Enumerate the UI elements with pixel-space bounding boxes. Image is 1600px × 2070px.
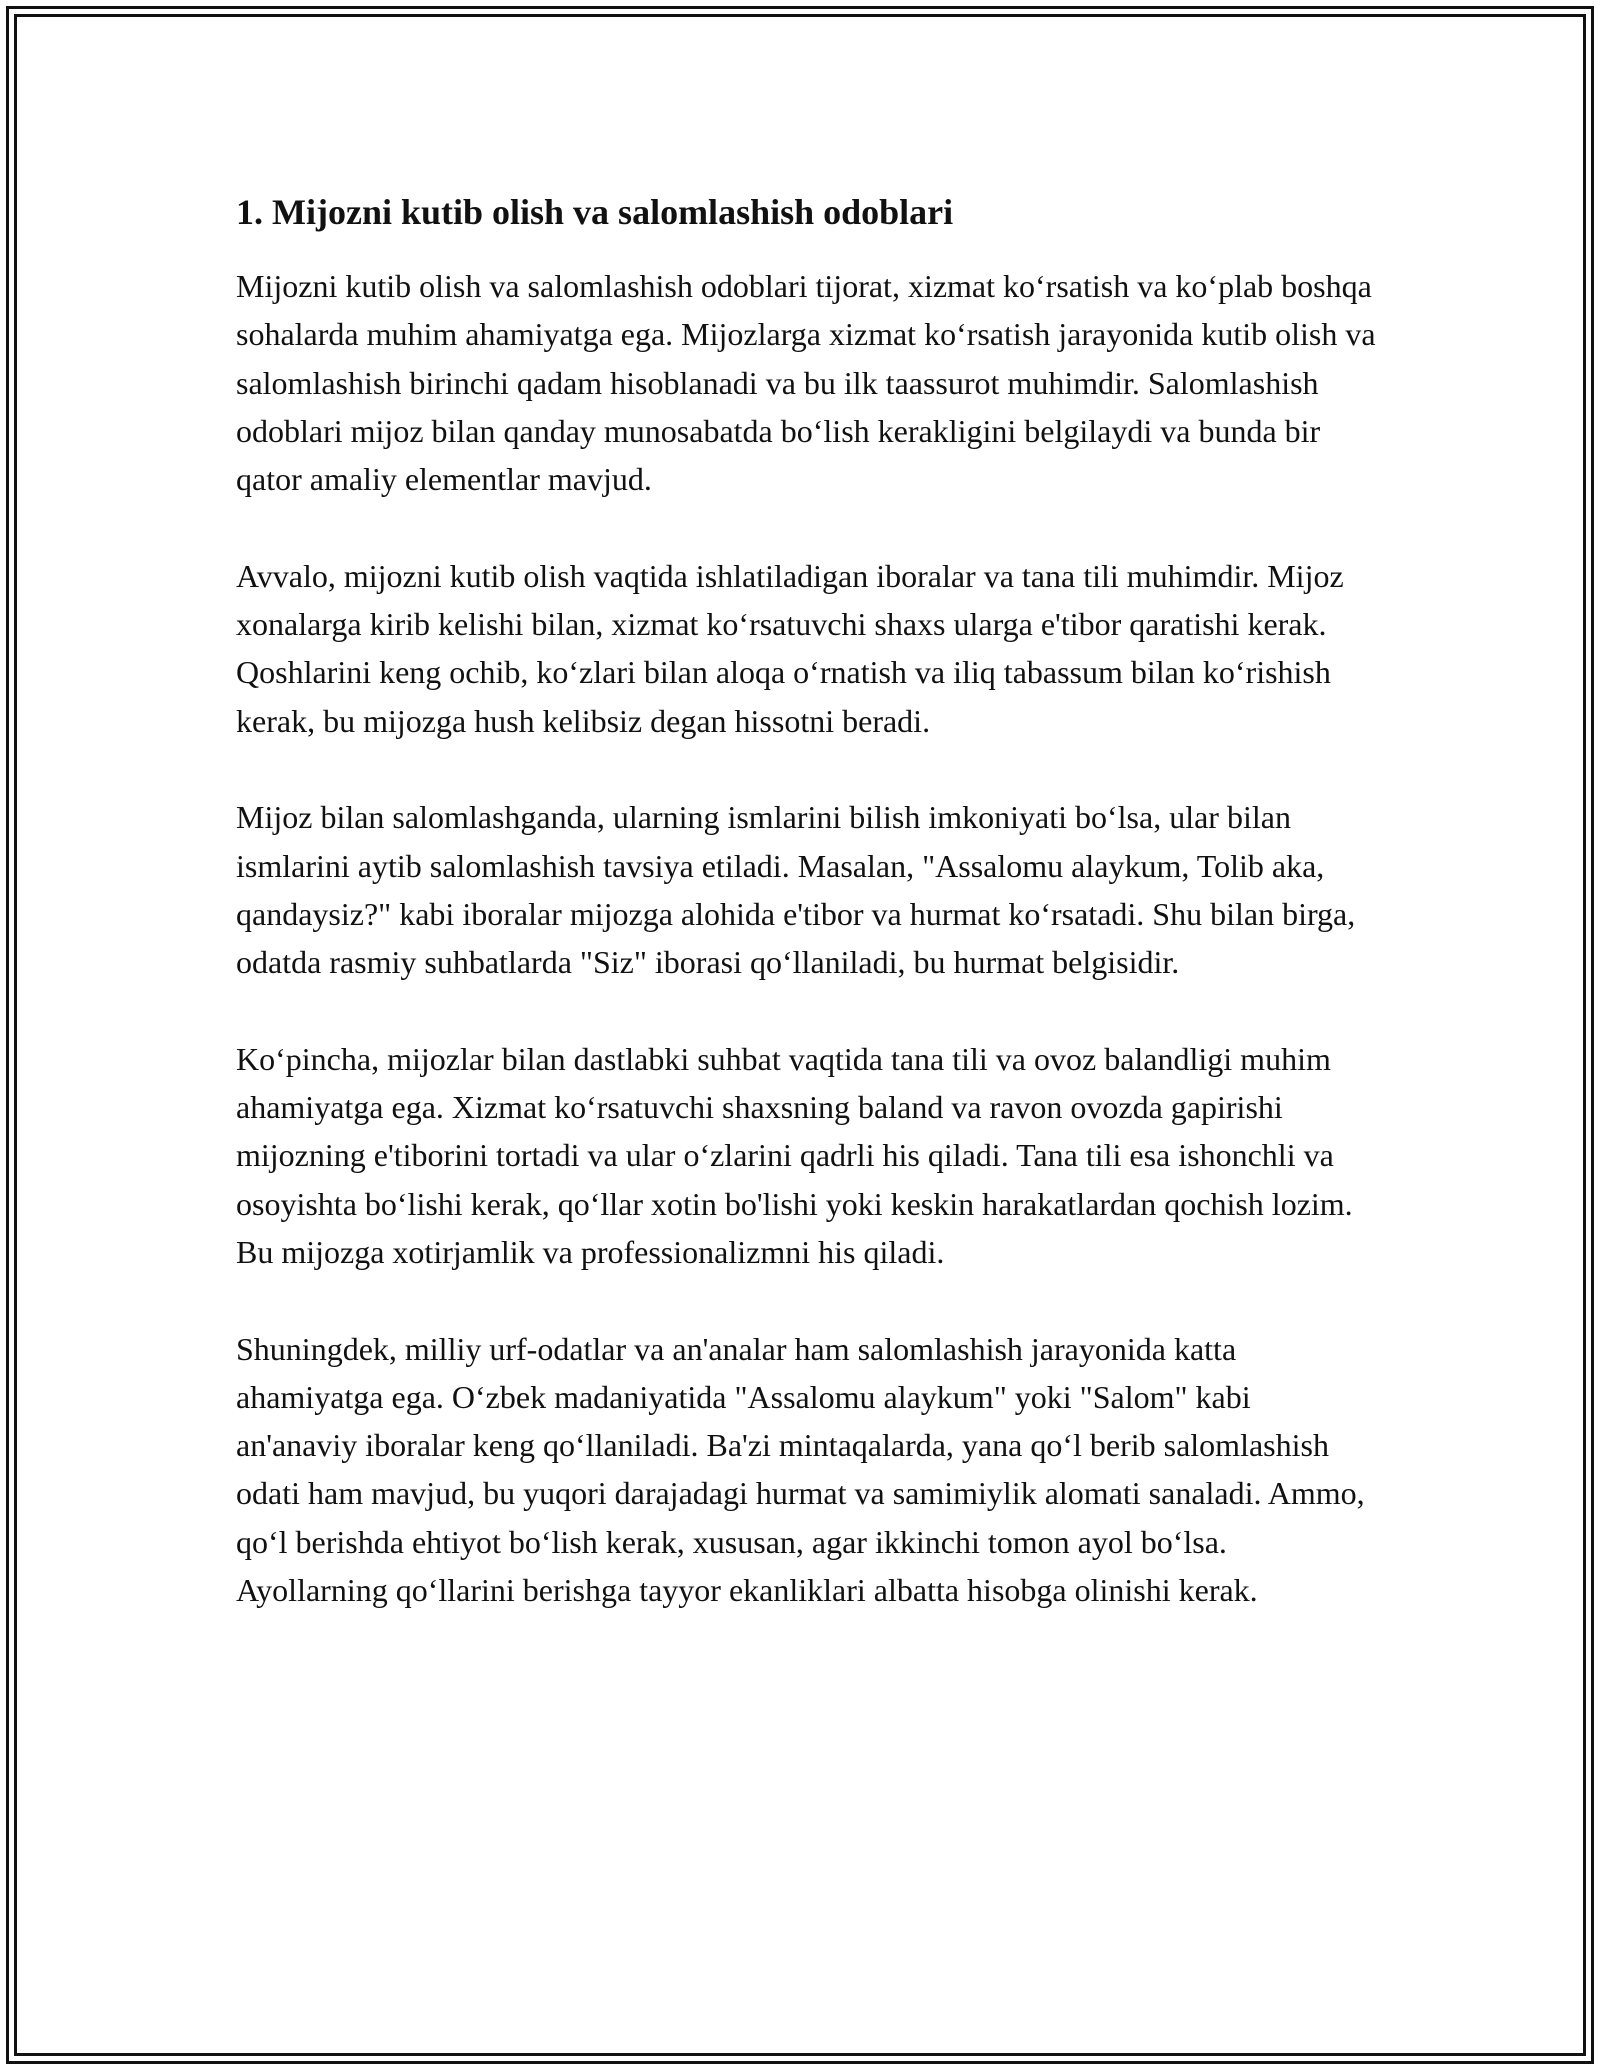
paragraph: Ko‘pincha, mijozlar bilan dastlabki suhbat vaqtida tana tili va ovoz balandligi muhim ahamiyatga ega. Xizmat ko‘rsatuvchi shaxsning baland va ravon ovozda gapirishi mijozning e'tiborini tortadi va ular o‘zlarini qadrli his qiladi. Tana tili esa ishonchli va osoyishta bo‘lishi kerak, qo‘llar xotin bo'lishi yoki keskin harakatlardan qochish lozim. Bu mijozga xotirjamlik va professionalizmni his qiladi.: [236, 1040, 1353, 1270]
paragraph: Mijoz bilan salomlashganda, ularning ismlarini bilish imkoniyati bo‘lsa, ular bilan ismlarini aytib salomlashish tavsiya etiladi. Masalan, "Assalomu alaykum, Tolib aka, qandaysiz?" kabi iboralar mijozga alohida e'tibor va hurmat ko‘rsatadi. Shu bilan birga, odatda rasmiy suhbatlarda "Siz" iborasi qo‘llaniladi, bu hurmat belgisidir.: [236, 799, 1356, 981]
paragraph: Avvalo, mijozni kutib olish vaqtida ishlatiladigan iboralar va tana tili muhimdir. Mijoz xonalarga kirib kelishi bilan, xizmat ko‘rsatuvchi shaxs ularga e'tibor qaratishi kerak. Qoshlarini keng ochib, ko‘zlari bilan aloqa o‘rnatish va iliq tabassum bilan ko‘rishish kerak, bu mijozga hush kelibsiz degan hissotni beradi.: [236, 557, 1344, 739]
section-title: 1. Mijozni kutib olish va salomlashish odoblari: [236, 192, 954, 232]
paragraph: Shuningdek, milliy urf-odatlar va an'analar ham salomlashish jarayonida katta ahamiyatga ega. O‘zbek madaniyatida "Assalomu alaykum" yoki "Salom" kabi an'anaviy iboralar keng qo‘llaniladi. Ba'zi mintaqalarda, yana qo‘l berib salomlashish odati ham mavjud, bu yuqori darajadagi hurmat va samimiylik alomati sanaladi. Ammo, qo‘l berishda ehtiyot bo‘lish kerak, xususan, agar ikkinchi tomon ayol bo‘lsa. Ayollarning qo‘llarini berishga tayyor ekanliklari albatta hisobga olinishi kerak.: [236, 1330, 1365, 1609]
document-body: [236, 188, 1376, 1663]
paragraph: Mijozni kutib olish va salomlashish odoblari tijorat, xizmat ko‘rsatish va ko‘plab boshqa sohalarda muhim ahamiyatga ega. Mijozlarga xizmat ko‘rsatish jarayonida kutib olish va salomlashish birinchi qadam hisoblanadi va bu ilk taassurot muhimdir. Salomlashish odoblari mijoz bilan qanday munosabatda bo‘lish kerakligini belgilaydi va bunda bir qator amaliy elementlar mavjud.: [236, 268, 1376, 498]
